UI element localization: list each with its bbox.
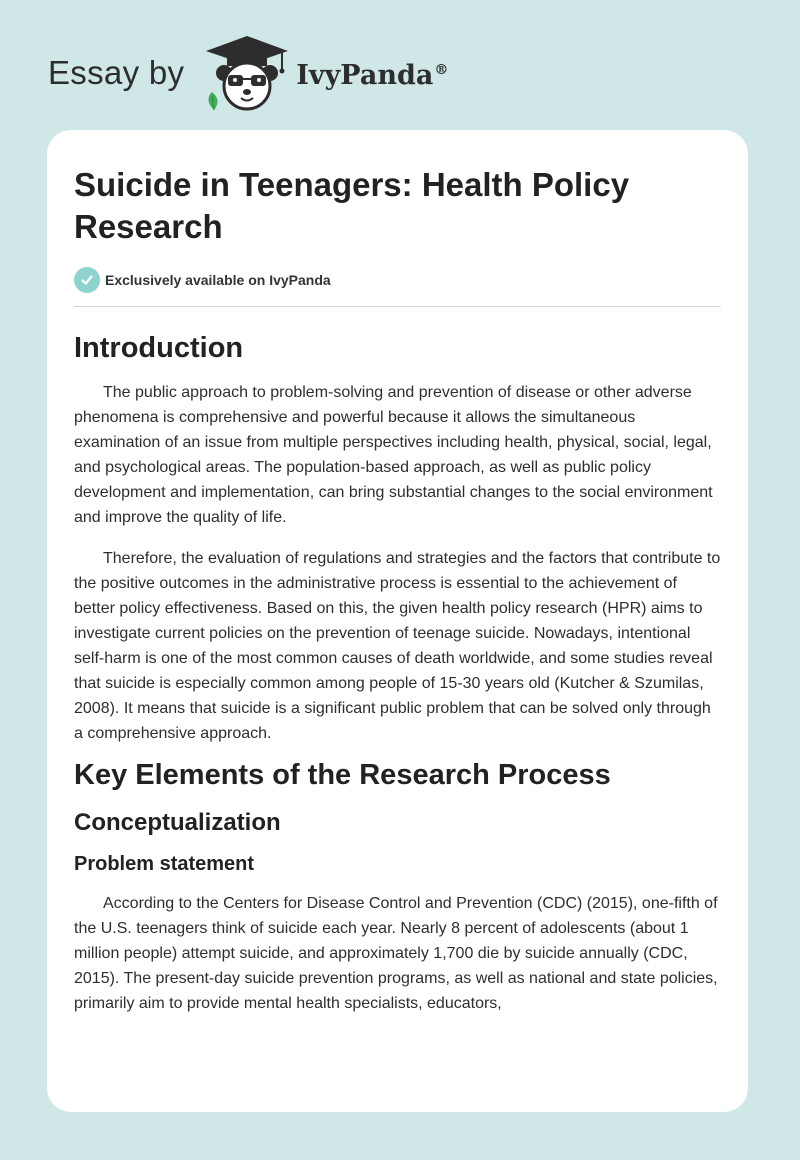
essay-card xyxy=(47,130,748,1112)
brand-prefix: Essay by xyxy=(48,54,185,91)
subheading-conceptualization: Conceptualization xyxy=(74,809,281,836)
panda-logo-icon xyxy=(202,34,292,112)
section-heading-introduction: Introduction xyxy=(74,332,244,364)
paragraph: The public approach to problem-solving and prevention of disease or other adverse phenomena is comprehensive and powerful because it allows the simultaneous examination of an issue from multiple perspectives including health, physical, social, legal, and psychological areas. The population-based approach, as well as public policy development and implementation, can bring substantial changes to the social environment and improve the quality of life. xyxy=(74,384,713,526)
divider xyxy=(74,306,721,307)
brand-name: IvyPanda® xyxy=(296,59,449,91)
subheading-problem-statement: Problem statement xyxy=(74,853,255,875)
section-heading-key-elements: Key Elements of the Research Process xyxy=(74,759,611,791)
paragraph: Therefore, the evaluation of regulations and strategies and the factors that contribute to the positive outcomes in the administrative process is essential to the achievement of better policy effectiveness. Based on this, the given health policy research (HPR) aims to investigate current policies on the prevention of teenage suicide. Nowadays, intentional self-harm is one of the most common causes of death worldwide, and some studies reveal that suicide is especially common among people of 15-30 years old (Kutcher & Szumilas, 2008). It means that suicide is a significant public problem that can be solved only through a comprehensive approach. xyxy=(74,550,721,742)
paragraph: According to the Centers for Disease Control and Prevention (CDC) (2015), one-fifth of the U.S. teenagers think of suicide each year. Nearly 8 percent of adolescents (about 1 million people) attempt suicide, and approximately 1,700 die by suicide annually (CDC, 2015). The present-day suicide prevention programs, as well as national and state policies, primarily aim to provide mental health specialists, educators, xyxy=(74,895,718,1012)
checkmark-icon xyxy=(74,267,100,293)
brand-header[interactable] xyxy=(48,34,448,112)
essay-title: Suicide in Teenagers: Health Policy Research xyxy=(74,166,630,245)
exclusive-badge-text: Exclusively available on IvyPanda xyxy=(105,272,331,288)
exclusive-badge xyxy=(74,267,721,293)
